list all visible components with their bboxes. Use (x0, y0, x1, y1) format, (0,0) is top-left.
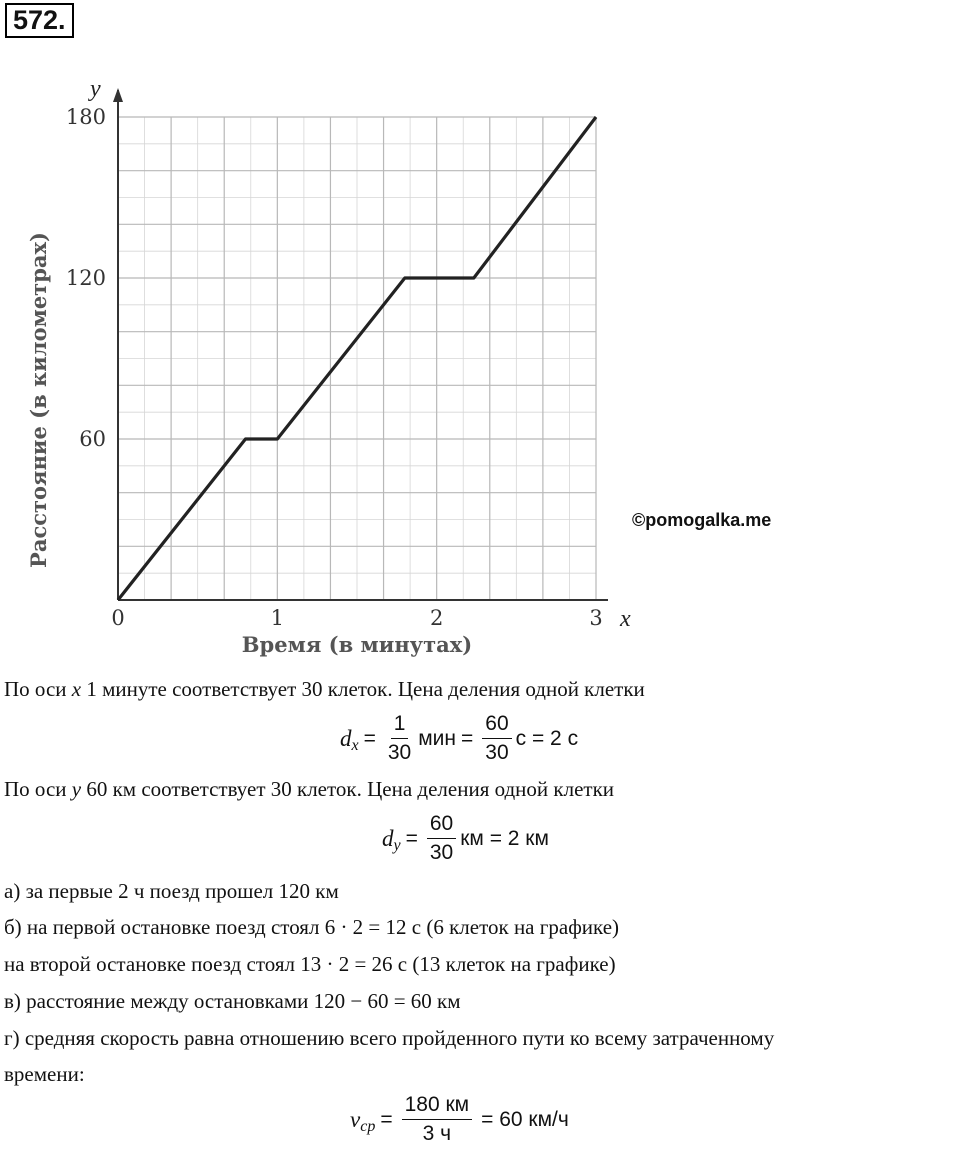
answer-g: г) средняя скорость равна отношению всего пройденного пути ко всему затраченному (4, 1026, 775, 1050)
equals-sign: = (461, 726, 474, 750)
fraction (482, 712, 511, 765)
distance-time-chart (0, 60, 960, 670)
answer-b-first-stop: б) на первой остановке поезд стоял 6 · 2 = 12 с (6 клеток на графике) (4, 915, 620, 939)
y-variable: y (71, 777, 82, 801)
fraction-numerator: 60 (482, 712, 511, 739)
formula-rest: = 60 км/ч (481, 1107, 569, 1131)
x-axis-label: Время (в минутах) (241, 632, 473, 657)
y-tick-label: 60 (79, 427, 106, 451)
formula-dy (382, 812, 549, 865)
text-segment: По оси (4, 677, 72, 701)
equals-sign: = (380, 1107, 393, 1131)
answer-g-continuation: времени: (4, 1062, 85, 1086)
y-axis-arrow (113, 88, 123, 102)
fraction (427, 812, 456, 865)
formula-average-speed (350, 1093, 574, 1146)
problem-number: 572. (5, 3, 74, 38)
fraction-denominator: 30 (429, 841, 454, 864)
text-segment: 1 минуте соответствует 30 клеток. Цена деления одной клетки (81, 677, 645, 701)
fraction-numerator: 1 (391, 712, 409, 739)
text-line-x-scale (4, 676, 645, 702)
equals-sign: = (363, 726, 376, 750)
formula-symbol: d (340, 725, 352, 751)
fraction (385, 712, 414, 765)
x-variable: x (71, 677, 82, 701)
unit: мин (418, 726, 456, 750)
x-tick-label: 1 (270, 606, 285, 630)
y-tick-label: 120 (65, 266, 106, 290)
x-tick-label: 2 (429, 606, 444, 630)
formula-subscript: y (393, 836, 401, 854)
formula-symbol: v (350, 1106, 361, 1132)
watermark: ©pomogalka.me (632, 510, 772, 530)
formula-rest: с = 2 с (515, 726, 579, 750)
fraction-numerator: 180 км (402, 1093, 473, 1120)
equals-sign: = (405, 826, 418, 850)
fraction-denominator: 3 ч (422, 1122, 452, 1145)
formula-dx (340, 712, 578, 765)
y-axis-label: Расстояние (в километрах) (26, 232, 51, 568)
fraction (402, 1093, 473, 1146)
fraction-denominator: 30 (485, 741, 509, 764)
x-axis-letter: x (620, 606, 631, 632)
x-tick-label: 3 (589, 606, 603, 630)
y-tick-label: 180 (65, 105, 106, 129)
formula-symbol: d (382, 825, 394, 851)
axes (113, 88, 608, 600)
y-axis-letter: y (90, 76, 101, 102)
formula-subscript: x (351, 736, 359, 754)
answer-a: а) за первые 2 ч поезд прошел 120 км (4, 879, 339, 903)
x-tick-label: 0 (111, 606, 125, 630)
fraction-numerator: 60 (427, 812, 456, 839)
formula-subscript: cp (360, 1117, 376, 1135)
answer-b-second-stop: на второй остановке поезд стоял 13 · 2 = 26 с (13 клеток на графике) (4, 952, 616, 976)
text-line-y-scale (4, 776, 614, 802)
text-segment: 60 км соответствует 30 клеток. Цена деления одной клетки (81, 777, 615, 801)
answer-v: в) расстояние между остановками 120 − 60 = 60 км (4, 989, 461, 1013)
formula-rest: км = 2 км (460, 826, 549, 850)
grid-minor (118, 117, 596, 600)
text-segment: По оси (4, 777, 72, 801)
fraction-denominator: 30 (387, 741, 412, 764)
